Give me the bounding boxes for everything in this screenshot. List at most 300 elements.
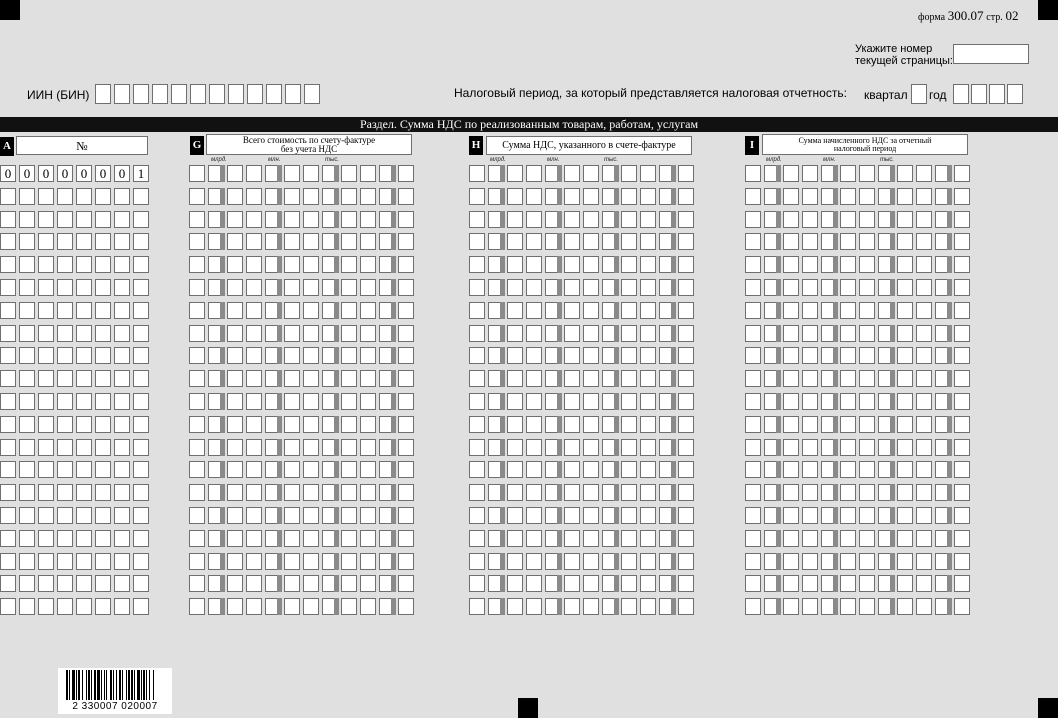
- amount-digit-cell-h[interactable]: [526, 211, 542, 228]
- amount-digit-cell-i[interactable]: [916, 347, 932, 364]
- amount-digit-cell-g[interactable]: [398, 575, 414, 592]
- amount-digit-cell-h[interactable]: [507, 530, 523, 547]
- amount-digit-cell-h[interactable]: [678, 507, 694, 524]
- row-number-cell[interactable]: [133, 188, 149, 205]
- amount-digit-cell-h[interactable]: [564, 347, 580, 364]
- amount-digit-cell-i[interactable]: [840, 188, 856, 205]
- row-number-cell[interactable]: [57, 393, 73, 410]
- amount-digit-cell-h[interactable]: [621, 165, 637, 182]
- amount-digit-cell-i[interactable]: [897, 279, 913, 296]
- row-number-cell[interactable]: [57, 370, 73, 387]
- row-number-cell[interactable]: [114, 347, 130, 364]
- amount-digit-cell-i[interactable]: [745, 439, 761, 456]
- row-number-cell[interactable]: [76, 507, 92, 524]
- amount-digit-cell-i[interactable]: [897, 598, 913, 615]
- amount-digit-cell-g[interactable]: [189, 370, 205, 387]
- amount-digit-cell-i[interactable]: [954, 188, 970, 205]
- amount-digit-cell-h[interactable]: [583, 484, 599, 501]
- row-number-cell[interactable]: [0, 439, 16, 456]
- amount-digit-cell-h[interactable]: [621, 256, 637, 273]
- row-number-cell[interactable]: [38, 553, 54, 570]
- amount-digit-cell-h[interactable]: [583, 461, 599, 478]
- row-number-cell[interactable]: [0, 598, 16, 615]
- amount-digit-cell-h[interactable]: [507, 256, 523, 273]
- amount-digit-cell-g[interactable]: [360, 256, 376, 273]
- amount-digit-cell-g[interactable]: [398, 325, 414, 342]
- amount-digit-cell-h[interactable]: [564, 439, 580, 456]
- amount-digit-cell-g[interactable]: [341, 279, 357, 296]
- amount-digit-cell-g[interactable]: [398, 507, 414, 524]
- amount-digit-cell-i[interactable]: [897, 393, 913, 410]
- row-number-cell[interactable]: [133, 325, 149, 342]
- row-number-cell[interactable]: [114, 188, 130, 205]
- amount-digit-cell-h[interactable]: [526, 484, 542, 501]
- amount-digit-cell-i[interactable]: [802, 211, 818, 228]
- row-number-cell[interactable]: [0, 370, 16, 387]
- row-number-cell[interactable]: [19, 530, 35, 547]
- amount-digit-cell-g[interactable]: [398, 370, 414, 387]
- amount-digit-cell-h[interactable]: [507, 211, 523, 228]
- iin-digit-cell[interactable]: [228, 84, 244, 104]
- row-number-cell[interactable]: [133, 302, 149, 319]
- amount-digit-cell-h[interactable]: [469, 233, 485, 250]
- amount-digit-cell-i[interactable]: [954, 461, 970, 478]
- amount-digit-cell-h[interactable]: [583, 439, 599, 456]
- row-number-cell[interactable]: [95, 439, 111, 456]
- amount-digit-cell-g[interactable]: [360, 302, 376, 319]
- amount-digit-cell-i[interactable]: [916, 439, 932, 456]
- amount-digit-cell-g[interactable]: [360, 484, 376, 501]
- amount-digit-cell-h[interactable]: [678, 165, 694, 182]
- amount-digit-cell-i[interactable]: [916, 188, 932, 205]
- amount-digit-cell-h[interactable]: [640, 507, 656, 524]
- amount-digit-cell-i[interactable]: [840, 461, 856, 478]
- amount-digit-cell-g[interactable]: [341, 233, 357, 250]
- amount-digit-cell-h[interactable]: [564, 461, 580, 478]
- amount-digit-cell-i[interactable]: [897, 233, 913, 250]
- amount-digit-cell-h[interactable]: [526, 416, 542, 433]
- amount-digit-cell-i[interactable]: [745, 370, 761, 387]
- amount-digit-cell-i[interactable]: [859, 416, 875, 433]
- row-number-cell[interactable]: [76, 598, 92, 615]
- row-number-cell[interactable]: [19, 325, 35, 342]
- row-number-cell[interactable]: [76, 416, 92, 433]
- amount-digit-cell-g[interactable]: [398, 347, 414, 364]
- amount-digit-cell-h[interactable]: [469, 553, 485, 570]
- amount-digit-cell-g[interactable]: [284, 598, 300, 615]
- amount-digit-cell-i[interactable]: [745, 325, 761, 342]
- row-number-cell[interactable]: [0, 302, 16, 319]
- amount-digit-cell-h[interactable]: [469, 530, 485, 547]
- amount-digit-cell-g[interactable]: [189, 393, 205, 410]
- amount-digit-cell-h[interactable]: [526, 530, 542, 547]
- amount-digit-cell-g[interactable]: [398, 279, 414, 296]
- amount-digit-cell-h[interactable]: [678, 370, 694, 387]
- amount-digit-cell-g[interactable]: [227, 188, 243, 205]
- amount-digit-cell-g[interactable]: [303, 279, 319, 296]
- row-number-cell[interactable]: [38, 598, 54, 615]
- row-number-cell[interactable]: [38, 188, 54, 205]
- amount-digit-cell-h[interactable]: [640, 302, 656, 319]
- amount-digit-cell-h[interactable]: [507, 165, 523, 182]
- amount-digit-cell-h[interactable]: [678, 211, 694, 228]
- row-number-cell[interactable]: [133, 507, 149, 524]
- amount-digit-cell-h[interactable]: [526, 165, 542, 182]
- amount-digit-cell-h[interactable]: [469, 347, 485, 364]
- row-number-cell[interactable]: [76, 347, 92, 364]
- amount-digit-cell-h[interactable]: [507, 347, 523, 364]
- amount-digit-cell-i[interactable]: [783, 575, 799, 592]
- row-number-cell[interactable]: [38, 439, 54, 456]
- amount-digit-cell-g[interactable]: [341, 507, 357, 524]
- amount-digit-cell-g[interactable]: [189, 461, 205, 478]
- amount-digit-cell-h[interactable]: [507, 370, 523, 387]
- amount-digit-cell-g[interactable]: [341, 370, 357, 387]
- amount-digit-cell-h[interactable]: [678, 347, 694, 364]
- row-number-cell[interactable]: [19, 484, 35, 501]
- amount-digit-cell-i[interactable]: [916, 279, 932, 296]
- amount-digit-cell-g[interactable]: [303, 507, 319, 524]
- row-number-cell[interactable]: [19, 553, 35, 570]
- row-number-cell[interactable]: [95, 507, 111, 524]
- row-number-cell[interactable]: [114, 279, 130, 296]
- amount-digit-cell-h[interactable]: [526, 325, 542, 342]
- row-number-cell[interactable]: [114, 553, 130, 570]
- row-number-cell[interactable]: [38, 325, 54, 342]
- amount-digit-cell-g[interactable]: [189, 256, 205, 273]
- row-number-cell[interactable]: [0, 279, 16, 296]
- amount-digit-cell-g[interactable]: [398, 256, 414, 273]
- amount-digit-cell-h[interactable]: [621, 575, 637, 592]
- amount-digit-cell-i[interactable]: [745, 598, 761, 615]
- row-number-cell[interactable]: [0, 575, 16, 592]
- amount-digit-cell-g[interactable]: [246, 530, 262, 547]
- amount-digit-cell-h[interactable]: [564, 484, 580, 501]
- row-number-cell[interactable]: 0: [95, 165, 111, 182]
- amount-digit-cell-h[interactable]: [564, 302, 580, 319]
- amount-digit-cell-g[interactable]: [360, 598, 376, 615]
- amount-digit-cell-h[interactable]: [621, 233, 637, 250]
- amount-digit-cell-h[interactable]: [583, 188, 599, 205]
- amount-digit-cell-h[interactable]: [469, 211, 485, 228]
- row-number-cell[interactable]: [95, 211, 111, 228]
- row-number-cell[interactable]: [95, 279, 111, 296]
- amount-digit-cell-i[interactable]: [954, 347, 970, 364]
- amount-digit-cell-h[interactable]: [507, 302, 523, 319]
- amount-digit-cell-h[interactable]: [526, 553, 542, 570]
- amount-digit-cell-h[interactable]: [564, 211, 580, 228]
- amount-digit-cell-i[interactable]: [954, 302, 970, 319]
- amount-digit-cell-h[interactable]: [507, 416, 523, 433]
- amount-digit-cell-g[interactable]: [227, 211, 243, 228]
- amount-digit-cell-h[interactable]: [507, 598, 523, 615]
- amount-digit-cell-i[interactable]: [745, 553, 761, 570]
- amount-digit-cell-g[interactable]: [246, 439, 262, 456]
- amount-digit-cell-i[interactable]: [897, 370, 913, 387]
- amount-digit-cell-h[interactable]: [640, 484, 656, 501]
- amount-digit-cell-i[interactable]: [840, 211, 856, 228]
- amount-digit-cell-i[interactable]: [954, 553, 970, 570]
- amount-digit-cell-h[interactable]: [469, 165, 485, 182]
- amount-digit-cell-i[interactable]: [859, 393, 875, 410]
- row-number-cell[interactable]: [0, 256, 16, 273]
- amount-digit-cell-g[interactable]: [303, 233, 319, 250]
- amount-digit-cell-h[interactable]: [526, 439, 542, 456]
- row-number-cell[interactable]: [57, 302, 73, 319]
- amount-digit-cell-i[interactable]: [897, 416, 913, 433]
- amount-digit-cell-i[interactable]: [916, 256, 932, 273]
- row-number-cell[interactable]: [114, 598, 130, 615]
- amount-digit-cell-i[interactable]: [783, 393, 799, 410]
- amount-digit-cell-g[interactable]: [227, 461, 243, 478]
- amount-digit-cell-g[interactable]: [189, 416, 205, 433]
- amount-digit-cell-h[interactable]: [564, 575, 580, 592]
- row-number-cell[interactable]: [95, 416, 111, 433]
- row-number-cell[interactable]: [95, 530, 111, 547]
- amount-digit-cell-i[interactable]: [954, 598, 970, 615]
- amount-digit-cell-i[interactable]: [802, 279, 818, 296]
- row-number-cell[interactable]: 0: [76, 165, 92, 182]
- amount-digit-cell-g[interactable]: [284, 233, 300, 250]
- amount-digit-cell-h[interactable]: [678, 530, 694, 547]
- amount-digit-cell-g[interactable]: [341, 553, 357, 570]
- amount-digit-cell-i[interactable]: [840, 598, 856, 615]
- amount-digit-cell-g[interactable]: [360, 439, 376, 456]
- row-number-cell[interactable]: [57, 507, 73, 524]
- row-number-cell[interactable]: [57, 553, 73, 570]
- amount-digit-cell-i[interactable]: [859, 553, 875, 570]
- row-number-cell[interactable]: [38, 211, 54, 228]
- amount-digit-cell-i[interactable]: [916, 325, 932, 342]
- row-number-cell[interactable]: [38, 279, 54, 296]
- amount-digit-cell-h[interactable]: [564, 393, 580, 410]
- row-number-cell[interactable]: [57, 416, 73, 433]
- amount-digit-cell-i[interactable]: [745, 347, 761, 364]
- amount-digit-cell-i[interactable]: [840, 393, 856, 410]
- row-number-cell[interactable]: [133, 393, 149, 410]
- amount-digit-cell-g[interactable]: [246, 370, 262, 387]
- amount-digit-cell-h[interactable]: [564, 416, 580, 433]
- amount-digit-cell-h[interactable]: [583, 165, 599, 182]
- amount-digit-cell-i[interactable]: [916, 507, 932, 524]
- amount-digit-cell-h[interactable]: [583, 416, 599, 433]
- row-number-cell[interactable]: [133, 233, 149, 250]
- amount-digit-cell-h[interactable]: [507, 393, 523, 410]
- amount-digit-cell-g[interactable]: [360, 530, 376, 547]
- row-number-cell[interactable]: [57, 598, 73, 615]
- amount-digit-cell-i[interactable]: [954, 393, 970, 410]
- amount-digit-cell-h[interactable]: [621, 302, 637, 319]
- row-number-cell[interactable]: [57, 233, 73, 250]
- amount-digit-cell-i[interactable]: [897, 188, 913, 205]
- amount-digit-cell-h[interactable]: [564, 598, 580, 615]
- amount-digit-cell-i[interactable]: [859, 211, 875, 228]
- amount-digit-cell-g[interactable]: [227, 530, 243, 547]
- amount-digit-cell-i[interactable]: [802, 575, 818, 592]
- amount-digit-cell-h[interactable]: [526, 370, 542, 387]
- row-number-cell[interactable]: [19, 393, 35, 410]
- row-number-cell[interactable]: [38, 347, 54, 364]
- amount-digit-cell-g[interactable]: [246, 484, 262, 501]
- row-number-cell[interactable]: [95, 256, 111, 273]
- amount-digit-cell-h[interactable]: [583, 325, 599, 342]
- amount-digit-cell-h[interactable]: [469, 279, 485, 296]
- amount-digit-cell-h[interactable]: [621, 598, 637, 615]
- amount-digit-cell-g[interactable]: [398, 530, 414, 547]
- amount-digit-cell-i[interactable]: [897, 347, 913, 364]
- row-number-cell[interactable]: [95, 302, 111, 319]
- row-number-cell[interactable]: 0: [114, 165, 130, 182]
- amount-digit-cell-g[interactable]: [303, 598, 319, 615]
- amount-digit-cell-g[interactable]: [246, 302, 262, 319]
- amount-digit-cell-i[interactable]: [840, 325, 856, 342]
- amount-digit-cell-g[interactable]: [284, 325, 300, 342]
- amount-digit-cell-g[interactable]: [246, 575, 262, 592]
- amount-digit-cell-g[interactable]: [303, 439, 319, 456]
- row-number-cell[interactable]: [133, 370, 149, 387]
- row-number-cell[interactable]: [57, 325, 73, 342]
- row-number-cell[interactable]: [38, 233, 54, 250]
- row-number-cell[interactable]: [19, 598, 35, 615]
- amount-digit-cell-g[interactable]: [246, 507, 262, 524]
- amount-digit-cell-g[interactable]: [246, 347, 262, 364]
- amount-digit-cell-g[interactable]: [303, 325, 319, 342]
- amount-digit-cell-g[interactable]: [189, 188, 205, 205]
- amount-digit-cell-g[interactable]: [341, 484, 357, 501]
- row-number-cell[interactable]: 0: [38, 165, 54, 182]
- amount-digit-cell-h[interactable]: [507, 461, 523, 478]
- row-number-cell[interactable]: [76, 325, 92, 342]
- amount-digit-cell-i[interactable]: [859, 575, 875, 592]
- iin-digit-cell[interactable]: [209, 84, 225, 104]
- amount-digit-cell-g[interactable]: [246, 279, 262, 296]
- row-number-cell[interactable]: [76, 370, 92, 387]
- amount-digit-cell-g[interactable]: [246, 393, 262, 410]
- amount-digit-cell-g[interactable]: [227, 598, 243, 615]
- amount-digit-cell-i[interactable]: [859, 256, 875, 273]
- amount-digit-cell-i[interactable]: [897, 256, 913, 273]
- row-number-cell[interactable]: [76, 256, 92, 273]
- amount-digit-cell-i[interactable]: [783, 256, 799, 273]
- row-number-cell[interactable]: [19, 370, 35, 387]
- amount-digit-cell-h[interactable]: [469, 575, 485, 592]
- amount-digit-cell-i[interactable]: [745, 530, 761, 547]
- row-number-cell[interactable]: 0: [19, 165, 35, 182]
- amount-digit-cell-g[interactable]: [227, 484, 243, 501]
- amount-digit-cell-i[interactable]: [745, 279, 761, 296]
- amount-digit-cell-h[interactable]: [507, 484, 523, 501]
- amount-digit-cell-h[interactable]: [621, 439, 637, 456]
- amount-digit-cell-g[interactable]: [341, 530, 357, 547]
- amount-digit-cell-g[interactable]: [398, 461, 414, 478]
- amount-digit-cell-g[interactable]: [284, 461, 300, 478]
- amount-digit-cell-h[interactable]: [469, 598, 485, 615]
- amount-digit-cell-g[interactable]: [360, 211, 376, 228]
- amount-digit-cell-h[interactable]: [678, 256, 694, 273]
- row-number-cell[interactable]: 1: [133, 165, 149, 182]
- row-number-cell[interactable]: [38, 484, 54, 501]
- amount-digit-cell-i[interactable]: [802, 165, 818, 182]
- row-number-cell[interactable]: [38, 302, 54, 319]
- amount-digit-cell-g[interactable]: [189, 484, 205, 501]
- amount-digit-cell-h[interactable]: [640, 165, 656, 182]
- row-number-cell[interactable]: [57, 347, 73, 364]
- row-number-cell[interactable]: [0, 461, 16, 478]
- amount-digit-cell-h[interactable]: [469, 439, 485, 456]
- row-number-cell[interactable]: [38, 370, 54, 387]
- amount-digit-cell-g[interactable]: [303, 553, 319, 570]
- amount-digit-cell-i[interactable]: [840, 165, 856, 182]
- amount-digit-cell-g[interactable]: [360, 575, 376, 592]
- amount-digit-cell-g[interactable]: [189, 575, 205, 592]
- amount-digit-cell-i[interactable]: [859, 347, 875, 364]
- amount-digit-cell-h[interactable]: [621, 188, 637, 205]
- amount-digit-cell-g[interactable]: [360, 325, 376, 342]
- amount-digit-cell-g[interactable]: [341, 302, 357, 319]
- amount-digit-cell-i[interactable]: [859, 302, 875, 319]
- row-number-cell[interactable]: [38, 507, 54, 524]
- page-number-input[interactable]: [953, 44, 1029, 64]
- amount-digit-cell-i[interactable]: [916, 211, 932, 228]
- row-number-cell[interactable]: [19, 279, 35, 296]
- amount-digit-cell-h[interactable]: [640, 279, 656, 296]
- row-number-cell[interactable]: [38, 416, 54, 433]
- amount-digit-cell-i[interactable]: [783, 188, 799, 205]
- amount-digit-cell-h[interactable]: [621, 211, 637, 228]
- row-number-cell[interactable]: [95, 553, 111, 570]
- amount-digit-cell-i[interactable]: [954, 211, 970, 228]
- amount-digit-cell-i[interactable]: [783, 279, 799, 296]
- row-number-cell[interactable]: [133, 416, 149, 433]
- row-number-cell[interactable]: [114, 530, 130, 547]
- amount-digit-cell-i[interactable]: [859, 325, 875, 342]
- row-number-cell[interactable]: [76, 530, 92, 547]
- amount-digit-cell-h[interactable]: [507, 507, 523, 524]
- amount-digit-cell-g[interactable]: [189, 530, 205, 547]
- amount-digit-cell-h[interactable]: [564, 325, 580, 342]
- amount-digit-cell-g[interactable]: [246, 461, 262, 478]
- row-number-cell[interactable]: [95, 325, 111, 342]
- amount-digit-cell-h[interactable]: [564, 530, 580, 547]
- row-number-cell[interactable]: [19, 416, 35, 433]
- amount-digit-cell-g[interactable]: [303, 484, 319, 501]
- row-number-cell[interactable]: [38, 256, 54, 273]
- amount-digit-cell-g[interactable]: [246, 598, 262, 615]
- amount-digit-cell-h[interactable]: [526, 598, 542, 615]
- amount-digit-cell-i[interactable]: [802, 461, 818, 478]
- amount-digit-cell-g[interactable]: [303, 461, 319, 478]
- amount-digit-cell-g[interactable]: [398, 302, 414, 319]
- amount-digit-cell-g[interactable]: [227, 416, 243, 433]
- row-number-cell[interactable]: [76, 188, 92, 205]
- row-number-cell[interactable]: [38, 530, 54, 547]
- amount-digit-cell-g[interactable]: [246, 416, 262, 433]
- row-number-cell[interactable]: [38, 575, 54, 592]
- amount-digit-cell-g[interactable]: [398, 553, 414, 570]
- year-digit-cell[interactable]: [953, 84, 969, 104]
- amount-digit-cell-h[interactable]: [640, 211, 656, 228]
- iin-digit-cell[interactable]: [190, 84, 206, 104]
- amount-digit-cell-i[interactable]: [954, 530, 970, 547]
- amount-digit-cell-g[interactable]: [360, 188, 376, 205]
- amount-digit-cell-g[interactable]: [227, 165, 243, 182]
- amount-digit-cell-h[interactable]: [564, 165, 580, 182]
- amount-digit-cell-h[interactable]: [621, 416, 637, 433]
- amount-digit-cell-i[interactable]: [897, 484, 913, 501]
- amount-digit-cell-i[interactable]: [783, 165, 799, 182]
- amount-digit-cell-h[interactable]: [469, 370, 485, 387]
- amount-digit-cell-h[interactable]: [621, 530, 637, 547]
